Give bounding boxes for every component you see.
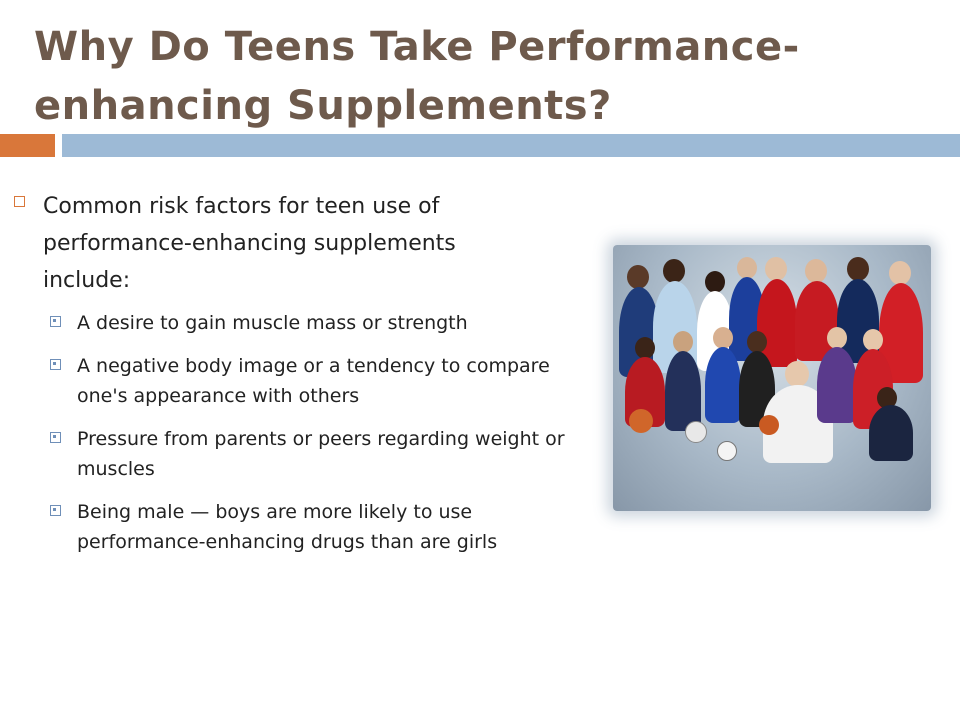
title-underline-blue: [62, 134, 960, 157]
athlete-head: [713, 327, 733, 349]
sub-bullet-text: Pressure from parents or peers regarding weight or muscles: [77, 428, 565, 480]
athlete: [665, 351, 701, 431]
athlete: [869, 405, 913, 461]
sub-bullet-text: Being male — boys are more likely to use performance-enhancing drugs than are girls: [77, 501, 498, 553]
soccer-ball: [717, 441, 737, 461]
main-bullet: [14, 188, 534, 299]
athlete-head: [673, 331, 693, 353]
sub-bullet-text: A desire to gain muscle mass or strength: [77, 312, 468, 334]
athlete: [705, 347, 741, 423]
main-bullet-text: Common risk factors for teen use of performance-enhancing supplements include:: [43, 194, 456, 293]
athlete-head: [805, 259, 827, 283]
square-bullet-icon: [50, 432, 61, 443]
volleyball: [685, 421, 707, 443]
slide-title: [34, 18, 934, 136]
athlete-head: [863, 329, 883, 351]
athlete-head: [889, 261, 911, 285]
sub-bullet-list: [50, 308, 610, 570]
list-item: [50, 424, 610, 484]
list-item: [50, 497, 610, 557]
title-underline-orange: [0, 134, 55, 157]
square-bullet-icon: [14, 196, 25, 207]
athlete-head: [737, 257, 757, 279]
athlete-head: [705, 271, 725, 293]
athlete-head: [847, 257, 869, 281]
slide-title-line-1: Why Do Teens Take Performance-: [34, 24, 800, 70]
athlete-head: [765, 257, 787, 281]
athlete-head: [663, 259, 685, 283]
athlete-head: [635, 337, 655, 359]
athlete-head: [785, 361, 809, 387]
athlete-head: [747, 331, 767, 353]
square-bullet-icon: [50, 359, 61, 370]
list-item: [50, 351, 610, 411]
athlete-head: [827, 327, 847, 349]
basketball: [759, 415, 779, 435]
athlete: [817, 347, 857, 423]
team-sports-photo: [613, 245, 931, 511]
square-bullet-icon: [50, 505, 61, 516]
list-item: [50, 308, 610, 338]
basketball: [629, 409, 653, 433]
slide-title-line-2: enhancing Supplements?: [34, 83, 612, 129]
sub-bullet-text: A negative body image or a tendency to compare one's appearance with others: [77, 355, 550, 407]
athlete-head: [627, 265, 649, 289]
square-bullet-icon: [50, 316, 61, 327]
